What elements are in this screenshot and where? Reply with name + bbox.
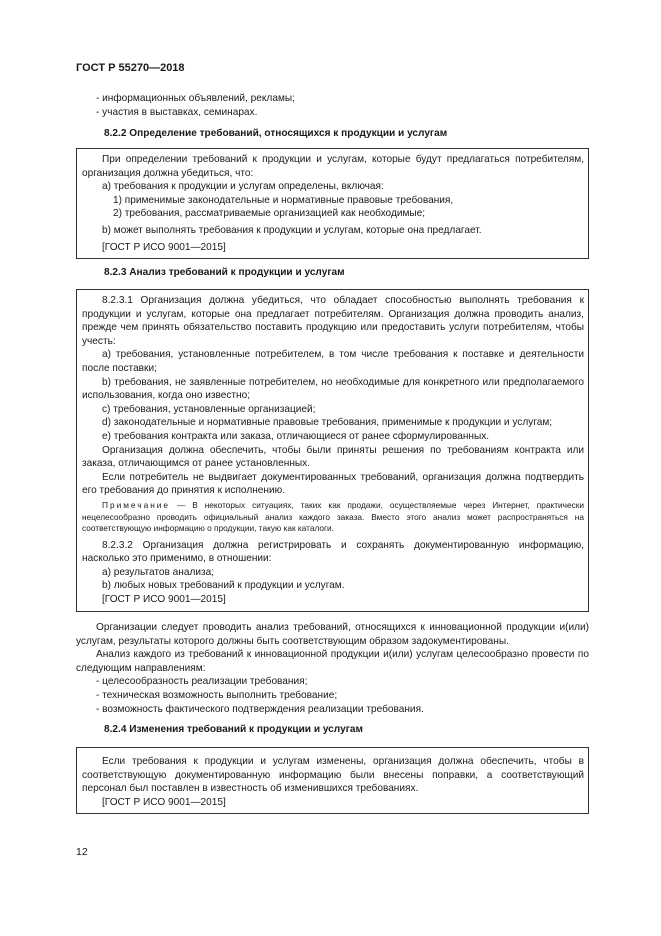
paragraph: 8.2.3.1 Организация должна убедиться, что обладает способностью выполнять требования к продукции и услугам, которые она предлагает потребителям. Организация должна проводить анализ, прежде чем принять обязательство поставить продукцию или предоставить услуги потребителям, чтобы учесть: — [82, 295, 584, 347]
list-item: b) любых новых требований к продукции и услугам. — [102, 580, 345, 592]
list-item: 1) применимые законодательные и нормативные правовые требования, — [113, 194, 454, 206]
standard-reference: [ГОСТ Р ИСО 9001—2015] — [102, 796, 226, 808]
page-number: 12 — [76, 846, 88, 858]
paragraph: 8.2.3.2 Организация должна регистрировать и сохранять документированную информацию, насколько это применимо, в отношении: — [82, 539, 584, 565]
paragraph: Организация должна обеспечить, чтобы были приняты решения по требованиям контракта или заказа, отличающимся от ранее установленных. — [82, 444, 584, 470]
list-item: b) требования, не заявленные потребителем, но необходимые для конкретного или предполагаемого использования, когда оно известно; — [82, 376, 584, 402]
list-item: c) требования, установленные организацией; — [102, 403, 316, 415]
section-title-8-2-3: 8.2.3 Анализ требований к продукции и услугам — [104, 267, 345, 278]
list-item: - целесообразность реализации требования; — [96, 676, 308, 688]
note-label: Примечание — [102, 499, 171, 510]
list-item: а) требования, установленные потребителем, в том числе требования к поставке и деятельности после поставки; — [82, 349, 584, 374]
list-item: е) требования контракта или заказа, отличающиеся от ранее сформулированных. — [102, 430, 490, 442]
quote-box-8-2-4 — [76, 747, 589, 814]
list-item: - возможность фактического подтверждения реализации требования. — [96, 703, 424, 715]
note — [82, 500, 584, 535]
paragraph: Если требования к продукции и услугам изменены, организация должна обеспечить, чтобы в соответствующую документированную информацию были внесены поправки, а соответствующий персонал был поставлен в известность об изменившихся требованиях. — [82, 756, 584, 795]
standard-reference: [ГОСТ Р ИСО 9001—2015] — [102, 241, 226, 253]
list-item: d) законодательные и нормативные правовые требования, применимые к продукции и услугам; — [102, 417, 553, 429]
list-item: - техническая возможность выполнить требование; — [96, 689, 338, 701]
quote-box-8-2-2 — [76, 148, 589, 259]
intro-list — [76, 92, 589, 119]
list-item: - участия в выставках, семинарах. — [96, 106, 258, 118]
section-title-8-2-4: 8.2.4 Изменения требований к продукции и услугам — [104, 724, 363, 735]
paragraph: При определении требований к продукции и услугам, которые будут предлагаться потребителям, организация должна убедиться, что: — [82, 154, 584, 179]
list-item: - информационных объявлений, рекламы; — [96, 93, 295, 104]
standard-reference: [ГОСТ Р ИСО 9001—2015] — [102, 594, 226, 606]
section-title-8-2-2: 8.2.2 Определение требований, относящихся к продукции и услугам — [104, 128, 448, 139]
paragraph: Организации следует проводить анализ требований, относящихся к инновационной продукции и(или) услугам, результаты которого должны быть соответствующим образом задокументированы. — [76, 622, 589, 647]
quote-box-8-2-3 — [76, 289, 589, 612]
document-header: ГОСТ Р 55270—2018 — [76, 62, 185, 74]
list-item: 2) требования, рассматриваемые организацией как необходимые; — [113, 208, 426, 220]
paragraph: Анализ каждого из требований к инновационной продукции и(или) услугам целесообразно провести по следующим направлениям: — [76, 649, 589, 674]
note-text: — В некоторых ситуациях, таких как продажи, осуществляемые через Интернет, практически нецелесообразно проводить официальный анализ каждого заказа. Вместо этого анализ может распространяться на соответствующую информацию о продукции, такую как каталоги. — [82, 499, 584, 534]
list-item: b) может выполнять требования к продукции и услугам, которые она предлагает. — [102, 224, 482, 236]
list-item: а) требования к продукции и услугам определены, включая: — [102, 181, 384, 193]
analysis-text — [76, 621, 589, 716]
list-item: а) результатов анализа; — [102, 566, 215, 578]
paragraph: Если потребитель не выдвигает документированных требований, организация должна подтвердить его требования до принятия к исполнению. — [82, 471, 584, 497]
